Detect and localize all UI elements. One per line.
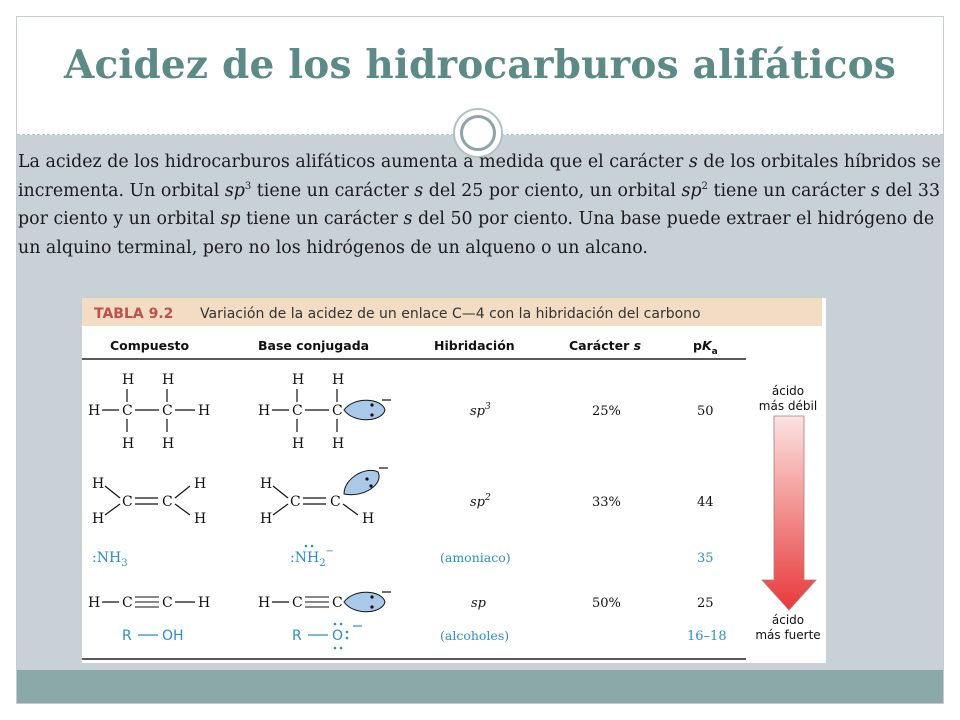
- arrow-bottom-label-2: más fuerte: [755, 628, 821, 642]
- table-caption: Variación de la acidez de un enlace C—4 con la hibridación del carbono: [200, 306, 701, 322]
- alcohol-structure: [122, 628, 184, 644]
- row2-s-character: 33%: [592, 495, 621, 510]
- svg-text:C: C: [162, 595, 173, 611]
- svg-text:H: H: [88, 403, 101, 419]
- svg-text:H: H: [198, 595, 211, 611]
- paragraph-segment: del 33 por ciento y un orbital: [18, 180, 941, 229]
- svg-text:C: C: [162, 494, 173, 510]
- svg-text:H: H: [258, 595, 271, 611]
- vinyl-anion-structure: [260, 468, 388, 527]
- svg-text:H: H: [162, 372, 175, 388]
- svg-text:C: C: [162, 403, 173, 419]
- header-caracter-s: Carácter s: [569, 338, 642, 353]
- table-label: TABLA 9.2: [94, 306, 174, 322]
- row5-pka: 16–18: [687, 629, 727, 644]
- alkoxide-structure: [292, 623, 362, 650]
- paragraph-segment: s: [870, 180, 880, 201]
- svg-text:H: H: [194, 476, 207, 492]
- header-pka: $pK_a$: [693, 338, 718, 357]
- svg-text::NH3: $:NH_3$: [92, 550, 128, 569]
- svg-text:H: H: [260, 476, 273, 492]
- row5-hybridization: (alcoholes): [440, 628, 510, 643]
- row4-hybridization: sp: [471, 596, 486, 611]
- svg-text:H: H: [92, 511, 105, 527]
- acidity-arrow-icon: [762, 416, 816, 610]
- svg-text:C: C: [332, 403, 343, 419]
- row4-pka: 25: [697, 596, 714, 611]
- paragraph-segment: s: [688, 152, 698, 172]
- paragraph-segment: 2: [701, 180, 708, 192]
- paragraph-segment: sp: [220, 209, 241, 229]
- paragraph-segment: tiene un carácter: [251, 180, 415, 201]
- svg-text:R: R: [122, 628, 132, 644]
- paragraph-segment: del 50 por ciento. Una base puede extraer el hidrógeno de un alquino terminal, pero no los hidrógenos de un alqueno o un alcano.: [18, 209, 935, 258]
- svg-text:H: H: [362, 511, 375, 527]
- svg-text:C: C: [330, 494, 341, 510]
- paragraph-segment: sp: [224, 180, 245, 201]
- svg-text:H: H: [292, 436, 305, 452]
- slide-title: Acidez de los hidrocarburos alifáticos: [63, 42, 897, 88]
- row2-pka: 44: [697, 495, 714, 510]
- ethyne-structure: [88, 595, 210, 611]
- header-compuesto: Compuesto: [110, 338, 190, 353]
- svg-text:R: R: [292, 628, 302, 644]
- row4-s-character: 50%: [592, 596, 621, 611]
- paragraph-segment: s: [414, 180, 424, 201]
- ethane-structure: [88, 372, 210, 452]
- svg-text:O: O: [332, 628, 344, 644]
- svg-text:H: H: [92, 476, 105, 492]
- paragraph-segment: de los orbitales híbridos se incrementa. Un orbital: [18, 152, 941, 201]
- svg-text:H: H: [332, 436, 345, 452]
- paragraph-segment: 3: [244, 180, 252, 192]
- arrow-bottom-label-1: ácido: [771, 613, 805, 627]
- body-paragraph: [18, 148, 944, 262]
- svg-text:H: H: [258, 403, 271, 419]
- svg-text:H: H: [122, 436, 135, 452]
- header-hibridacion: Hibridación: [434, 338, 515, 353]
- paragraph-segment: s: [403, 209, 413, 229]
- header-base-conjugada: Base conjugada: [258, 338, 370, 353]
- ammonia-structure: [92, 550, 128, 569]
- svg-text:H: H: [88, 595, 101, 611]
- arrow-top-label-1: ácido: [771, 384, 805, 398]
- row1-hybridization: $sp^3$: [470, 402, 491, 419]
- paragraph-segment: tiene un carácter: [707, 180, 871, 201]
- svg-text:H: H: [162, 436, 175, 452]
- svg-text:C: C: [122, 494, 133, 510]
- svg-text:H: H: [198, 403, 211, 419]
- paragraph-segment: sp: [681, 180, 702, 201]
- row3-hybridization: (amoniaco): [440, 550, 511, 565]
- arrow-top-label-2: más débil: [758, 399, 818, 413]
- amide-anion-structure: [290, 545, 334, 569]
- acidity-table-image: [82, 298, 826, 663]
- ethene-structure: [92, 476, 206, 527]
- svg-text:C: C: [292, 403, 303, 419]
- row2-hybridization: $sp^2$: [470, 493, 491, 510]
- svg-text::NH2−: $:NH_2^-$: [290, 546, 334, 569]
- ethyl-anion-structure: [258, 372, 391, 452]
- svg-text:C: C: [122, 403, 133, 419]
- svg-text:H: H: [260, 511, 273, 527]
- footer-band: [17, 670, 943, 703]
- svg-text:H: H: [292, 372, 305, 388]
- svg-text:C: C: [332, 595, 343, 611]
- row1-s-character: 25%: [592, 404, 621, 419]
- row3-pka: 35: [697, 551, 714, 566]
- svg-text:OH: OH: [162, 628, 184, 644]
- paragraph-segment: del 25 por ciento, un orbital: [423, 180, 682, 201]
- svg-text:H: H: [332, 372, 345, 388]
- svg-text:H: H: [122, 372, 135, 388]
- paragraph-segment: La acidez de los hidrocarburos alifáticos aumenta a medida que el carácter: [18, 152, 689, 172]
- svg-text:C: C: [290, 494, 301, 510]
- row1-pka: 50: [697, 404, 714, 419]
- svg-text:C: C: [122, 595, 133, 611]
- acetylide-anion-structure: [258, 592, 391, 612]
- svg-text:H: H: [194, 511, 207, 527]
- svg-text:C: C: [292, 595, 303, 611]
- paragraph-segment: tiene un carácter: [240, 209, 404, 229]
